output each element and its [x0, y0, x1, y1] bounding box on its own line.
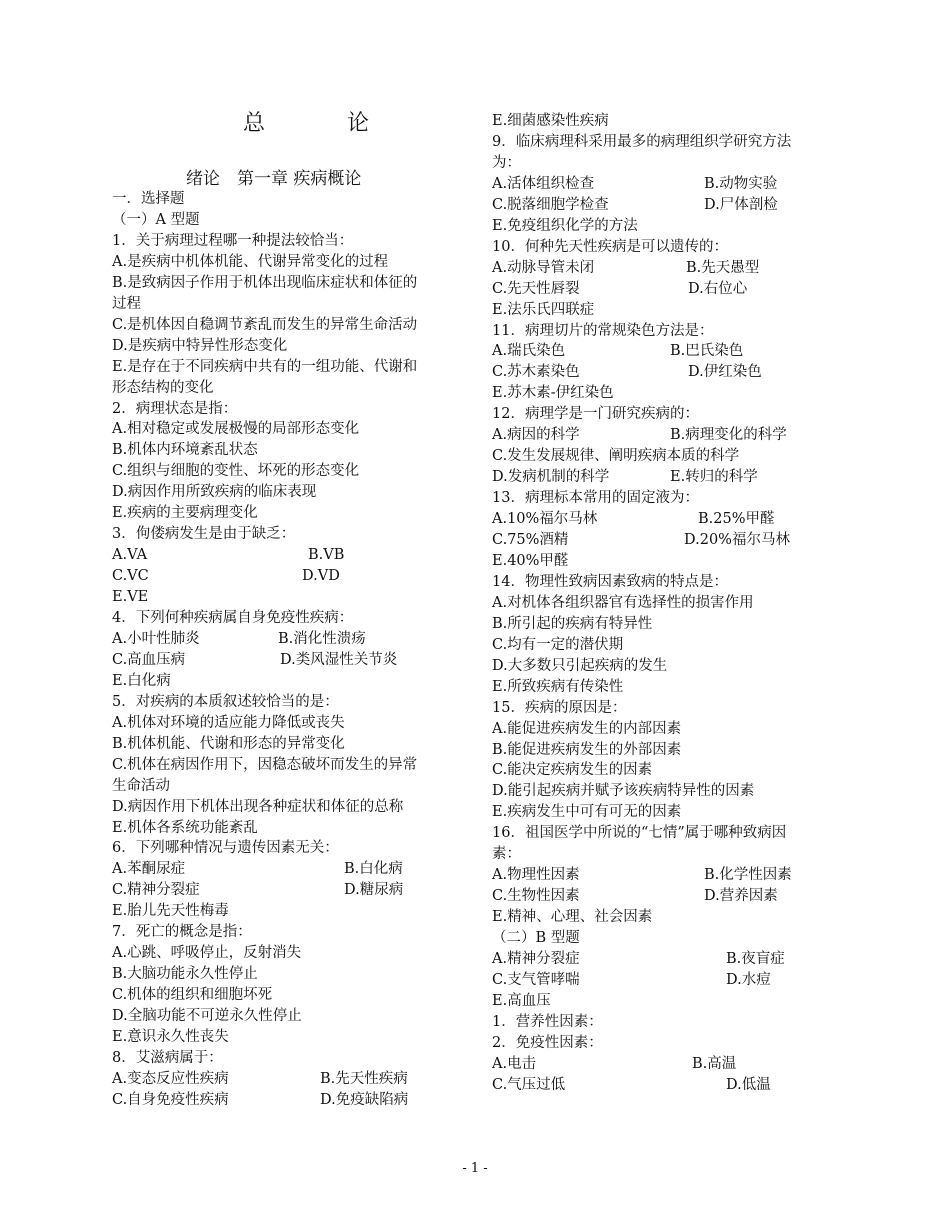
- question-line: E.高血压: [492, 992, 551, 1009]
- question-line: C.是机体因自稳调节紊乱而发生的异常生命活动: [112, 316, 418, 333]
- question-line: 14．物理性致病因素致病的特点是：: [492, 573, 728, 590]
- option-text: C.气压过低: [492, 1076, 566, 1093]
- question-line: 16．祖国医学中所说的“七情”属于哪种致病因: [492, 825, 787, 842]
- option-text: A.动脉导管未闭: [492, 259, 595, 276]
- question-line: A.心跳、呼吸停止，反射消失: [112, 945, 302, 962]
- option-text: A.10%福尔马林: [492, 511, 598, 528]
- option-text: B.病理变化的科学: [670, 427, 787, 444]
- question-line: E.白化病: [112, 672, 171, 689]
- question-line: 4．下列何种疾病属自身免疫性疾病：: [112, 610, 354, 626]
- option-text: B.化学性因素: [704, 867, 792, 884]
- question-line: A.机体对环境的适应能力降低或丧失: [112, 714, 345, 731]
- question-line: 1．关于病理过程哪一种提法较恰当：: [112, 232, 354, 249]
- question-line: 13．病理标本常用的固定液为：: [492, 490, 699, 507]
- question-line: B.能促进疾病发生的外部因素: [492, 741, 682, 758]
- question-line: D.是疾病中特异性形态变化: [112, 337, 288, 354]
- option-text: D.伊红染色: [688, 364, 762, 381]
- option-text: D.糖尿病: [344, 882, 404, 899]
- question-line: E.精神、心理、社会因素: [492, 909, 653, 926]
- option-text: B.夜盲症: [726, 951, 785, 967]
- option-text: C.生物性因素: [492, 888, 580, 905]
- option-text: A.物理性因素: [492, 867, 580, 884]
- question-line: C.能决定疾病发生的因素: [492, 762, 653, 779]
- option-text: D.VD: [302, 568, 340, 585]
- option-text: B.白化病: [344, 861, 403, 878]
- question-line: 12．病理学是一门研究疾病的：: [492, 406, 699, 423]
- option-text: B.巴氏染色: [670, 343, 744, 360]
- page-number: - 1 -: [462, 1161, 488, 1176]
- option-text: D.营养因素: [704, 888, 778, 905]
- option-text: D.免疫缺陷病: [320, 1091, 409, 1108]
- question-line: 15．疾病的原因是：: [492, 699, 627, 716]
- option-text: C.苏木素染色: [492, 364, 580, 381]
- question-line: C.机体的组织和细胞坏死: [112, 987, 273, 1004]
- question-line: 3．佝偻病发生是由于缺乏：: [112, 526, 296, 543]
- option-text: C.先天性唇裂: [492, 280, 580, 297]
- page-title: 总 论: [243, 111, 400, 136]
- question-line: C.均有一定的潜伏期: [492, 636, 624, 653]
- question-line: 2．免疫性因素：: [492, 1034, 603, 1051]
- option-text: D.20%福尔马林: [684, 532, 790, 548]
- question-line: 8．艾滋病属于：: [112, 1049, 223, 1066]
- question-line: E.苏木素-伊红染色: [492, 385, 614, 402]
- option-text: A.VA: [112, 547, 148, 564]
- option-text: A.小叶性肺炎: [112, 630, 200, 647]
- question-line: E.机体各系统功能紊乱: [112, 819, 258, 836]
- option-text: C.支气管哮喘: [492, 971, 580, 988]
- question-line: E.是存在于不同疾病中共有的一组功能、代谢和: [112, 358, 418, 375]
- question-line: 过程: [112, 295, 141, 312]
- question-line: D.病因作用下机体出现各种症状和体征的总称: [112, 798, 404, 815]
- option-text: B.VB: [308, 547, 345, 564]
- question-line: A.能促进疾病发生的内部因素: [492, 720, 682, 737]
- question-line: E.疾病发生中可有可无的因素: [492, 804, 682, 821]
- option-text: A.病因的科学: [492, 427, 580, 444]
- question-line: E.VE: [112, 589, 149, 606]
- question-line: D.全脑功能不可逆永久性停止: [112, 1008, 302, 1025]
- question-line: A.是疾病中机体机能、代谢异常变化的过程: [112, 253, 389, 270]
- question-line: B.大脑功能永久性停止: [112, 966, 258, 983]
- question-line: C.机体在病因作用下，因稳态破坏而发生的异常: [112, 756, 418, 773]
- chapter-title: 绪论 第一章 疾病概论: [186, 169, 362, 189]
- option-text: C.脱落细胞学检查: [492, 196, 609, 213]
- section-heading: （二）B 型题: [492, 930, 580, 947]
- question-line: A.相对稳定或发展极慢的局部形态变化: [112, 421, 360, 438]
- question-line: 为：: [492, 154, 521, 171]
- question-line: D.病因作用所致疾病的临床表现: [112, 484, 317, 501]
- option-text: E.转归的科学: [670, 469, 758, 486]
- option-text: B.先天愚型: [686, 259, 760, 276]
- option-text: C.VC: [112, 568, 149, 585]
- option-text: C.高血压病: [112, 651, 186, 668]
- question-line: B.是致病因子作用于机体出现临床症状和体征的: [112, 274, 418, 291]
- question-line: E.法乐氏四联症: [492, 301, 595, 318]
- option-text: B.消化性溃疡: [278, 630, 366, 647]
- option-text: D.类风湿性关节炎: [280, 651, 398, 668]
- option-text: C.75%酒精: [492, 532, 569, 548]
- question-line: E.细菌感染性疾病: [492, 113, 609, 129]
- question-line: 6．下列哪种情况与遗传因素无关：: [112, 840, 339, 857]
- option-text: D.低温: [726, 1076, 771, 1093]
- question-line: 1．营养性因素：: [492, 1013, 603, 1030]
- question-line: 素：: [492, 846, 521, 863]
- question-line: 生命活动: [112, 777, 170, 794]
- question-line: D.能引起疾病并赋予该疾病特异性的因素: [492, 783, 755, 800]
- question-line: E.胎儿先天性梅毒: [112, 903, 229, 920]
- question-line: D.大多数只引起疾病的发生: [492, 657, 668, 674]
- question-line: 9．临床病理科采用最多的病理组织学研究方法: [492, 133, 792, 150]
- option-text: A.瑞氏染色: [492, 343, 566, 360]
- question-line: 5．对疾病的本质叙述较恰当的是：: [112, 693, 339, 710]
- option-text: A.变态反应性疾病: [112, 1070, 229, 1087]
- question-line: E.疾病的主要病理变化: [112, 505, 258, 522]
- question-line: B.机体内环境紊乱状态: [112, 442, 258, 459]
- option-text: B.先天性疾病: [320, 1070, 408, 1087]
- option-text: B.高温: [692, 1055, 737, 1072]
- section-heading: （一）A 型题: [112, 211, 200, 228]
- option-text: B.25%甲醛: [698, 511, 775, 528]
- option-text: A.精神分裂症: [492, 951, 580, 967]
- question-line: C.组织与细胞的变性、坏死的形态变化: [112, 463, 360, 480]
- question-line: 10．何种先天性疾病是可以遗传的：: [492, 238, 728, 255]
- option-text: D.发病机制的科学: [492, 469, 610, 486]
- section-heading: 一．选择题: [112, 191, 185, 207]
- question-line: 2．病理状态是指：: [112, 400, 238, 417]
- option-text: C.精神分裂症: [112, 882, 200, 899]
- question-line: E.意识永久性丧失: [112, 1029, 229, 1045]
- question-line: B.机体机能、代谢和形态的异常变化: [112, 735, 345, 752]
- question-line: B.所引起的疾病有特异性: [492, 615, 653, 632]
- question-line: E.免疫组织化学的方法: [492, 217, 638, 234]
- question-line: E.所致疾病有传染性: [492, 678, 624, 695]
- question-line: 11．病理切片的常规染色方法是：: [492, 322, 714, 339]
- question-line: A.对机体各组织器官有选择性的损害作用: [492, 594, 754, 611]
- option-text: B.动物实验: [704, 175, 778, 192]
- question-line: 形态结构的变化: [112, 379, 214, 396]
- option-text: A.苯酮尿症: [112, 861, 186, 878]
- question-line: 7．死亡的概念是指：: [112, 924, 252, 941]
- option-text: D.右位心: [688, 280, 748, 297]
- option-text: D.水痘: [726, 971, 771, 988]
- option-text: A.电击: [492, 1055, 537, 1072]
- option-text: C.自身免疫性疾病: [112, 1091, 229, 1108]
- question-line: E.40%甲醛: [492, 552, 569, 569]
- question-line: C.发生发展规律、阐明疾病本质的科学: [492, 448, 740, 465]
- option-text: D.尸体剖检: [704, 196, 778, 213]
- option-text: A.活体组织检查: [492, 175, 595, 192]
